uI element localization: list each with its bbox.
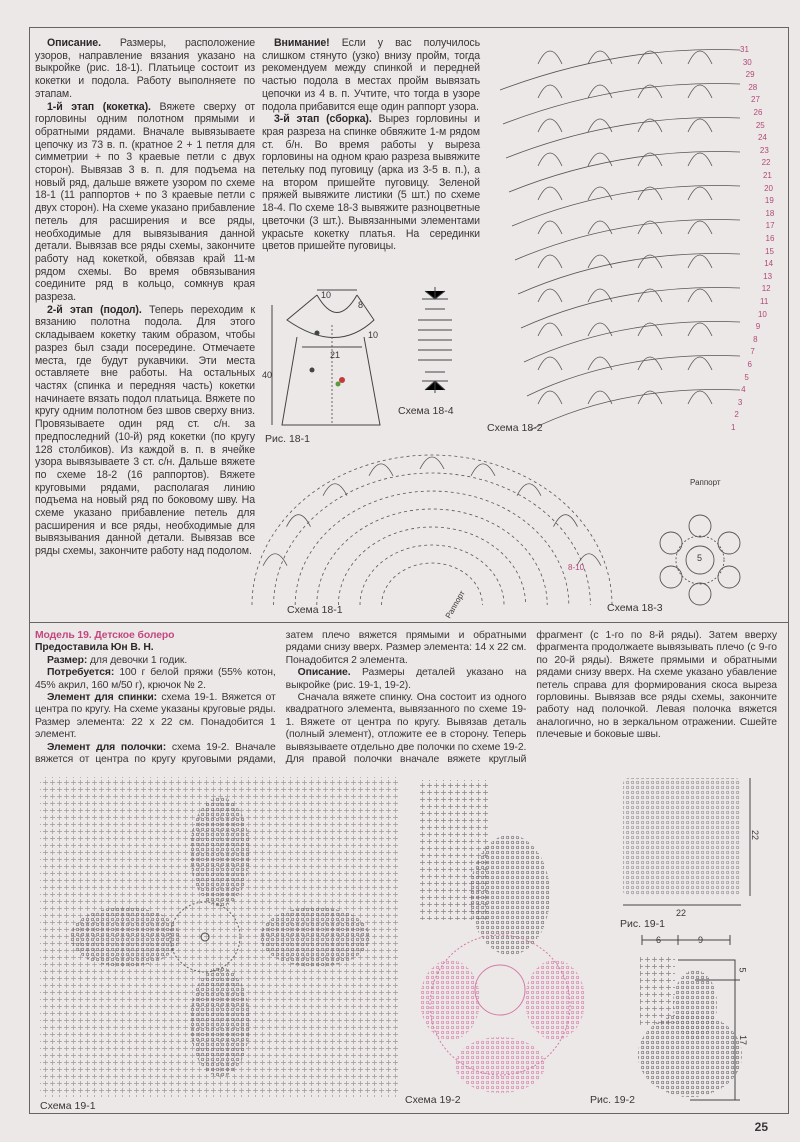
shell-motif bbox=[588, 255, 612, 268]
figure-19-2-pattern bbox=[630, 935, 765, 1105]
shell-motif bbox=[588, 119, 612, 132]
row-number: 26 bbox=[753, 108, 763, 117]
paragraph-lead: Описание. bbox=[297, 667, 351, 679]
shell-motif bbox=[538, 391, 562, 404]
schema-18-2-label: Схема 18-2 bbox=[487, 422, 543, 434]
shell-motif bbox=[538, 85, 562, 98]
shell-motif bbox=[688, 255, 712, 268]
row-number: 19 bbox=[764, 196, 774, 206]
pattern-row bbox=[338, 527, 525, 605]
pattern-row bbox=[274, 473, 591, 605]
dim-length: 40 bbox=[262, 370, 273, 380]
paragraph bbox=[35, 304, 255, 558]
paragraph-text: Вырез горловины и края разреза на спинке обвяжите 1-м рядом ст. б/н. Во время работы у выреза горловины на одном краю разреза вывяжите петельку под пуговицу (арка из 3-5 в. п.), а на втором пришейте пуговицу. Зеленой пряжей вывяжите листики (5 шт.) по схеме 18-4. По схеме 18-3 вывяжите разноцветные цветочки (3 шт.). Вывязанными элементами украсьте кокетку платья. На серединки цветов пришейте пуговицы. bbox=[262, 113, 480, 253]
flower-center-number: 5 bbox=[697, 553, 703, 563]
paragraph-text: 100 г белой пряжи (55% котон, 45% акрил, 160 м/50 г), крючок № 2. bbox=[35, 667, 276, 691]
row-number: 20 bbox=[764, 183, 773, 193]
schema-19-2-diagram bbox=[405, 775, 590, 1105]
paragraph-lead: 2-й этап (подол). bbox=[47, 303, 142, 316]
paragraph bbox=[35, 692, 276, 742]
row-number: 10 bbox=[757, 309, 767, 319]
paragraph bbox=[262, 113, 480, 253]
paragraph bbox=[35, 642, 276, 654]
paragraph-text: схема 19-2. Вначале вяжется от центра по кругу круговыми рядами, затем плечо вяжется прямыми и обратными рядами снизу вверх. Размер элемента: 14 x 22 см. Понадобится 2 элемента. bbox=[35, 630, 527, 766]
schema-18-1-rows: 8-10 bbox=[568, 563, 585, 572]
shell-motif bbox=[688, 391, 712, 404]
repeat-label-18-2: Раппорт bbox=[690, 478, 721, 487]
row-number: 27 bbox=[751, 95, 760, 105]
shell-motif bbox=[638, 187, 662, 200]
dim-19-2-left: 6 bbox=[656, 935, 662, 945]
shell-motif bbox=[688, 51, 712, 64]
schema-19-1-diagram bbox=[35, 772, 405, 1102]
row-number: 4 bbox=[741, 385, 746, 395]
figure-18-1-label: Рис. 18-1 bbox=[265, 433, 310, 445]
paragraph-text: Сначала вяжете спинку. Она состоит из одного квадратного элемента, вывязанного по схеме 19-1. Вяжете от центра по кругу. Вывязав деталь (полный элемент), отложите ее в сторону. Теперь вывязываете отдельно две полочки по схеме 19-2. Для правой полочки вначале вяжете круглый фрагмент (с 1-го по 8-й ряды). Затем вверху фрагмента продолжаете вывязывать плечо (с 9-го по 20-й ряды). Вяжете прямыми и обратными рядами снизу вверх. На схеме указано убавление петель справа для формирования скоса выреза горловины. Вывязав все ряды схемы, закончите работу над полочкой. Левая полочка вяжется аналогично, но в зеркальном отражении. Сшейте плечевые и боковые швы. bbox=[285, 630, 777, 766]
shell-motif bbox=[323, 484, 347, 496]
paragraph-text: Если у вас получилось слишком стянуто (узко) внизу пройм, тогда рекомендуем между спинкой и передней частью подола в местах пройм вывязать цепочки из 4 в. п. Учтите, что тогда в узоре подола прибавится еще один раппорт узора. bbox=[262, 37, 480, 113]
dim-shoulder: 8 bbox=[358, 300, 364, 310]
paragraph bbox=[35, 37, 255, 101]
paragraph-text: Размеры деталей указано на выкройке (рис. 19-1, 19-2). bbox=[285, 667, 527, 691]
schema-18-2-diagram bbox=[480, 30, 790, 430]
shell-motif bbox=[287, 515, 311, 527]
shell-motif bbox=[553, 515, 577, 527]
shell-motif bbox=[688, 187, 712, 200]
paragraph-text: схема 19-1. Вяжется от центра по кругу. На схеме указаны круговые ряды. Размер элемента: 22 x 22 см. Понадобится 1 элемент. bbox=[35, 692, 276, 741]
page-number: 25 bbox=[754, 1120, 768, 1134]
figure-18-1-pattern bbox=[262, 285, 392, 445]
figure-19-2-label: Рис. 19-2 bbox=[590, 1094, 635, 1106]
shell-motif bbox=[688, 323, 712, 336]
row-number: 31 bbox=[740, 45, 749, 54]
paragraph-lead: Описание. bbox=[47, 37, 101, 49]
shell-motif bbox=[263, 554, 287, 566]
row-number: 29 bbox=[745, 70, 755, 80]
shell-motif bbox=[538, 221, 562, 234]
shell-motif bbox=[420, 457, 444, 469]
row-number: 21 bbox=[762, 171, 772, 180]
row-number: 2 bbox=[734, 410, 739, 420]
row-number: 3 bbox=[737, 397, 743, 407]
row-number: 15 bbox=[765, 246, 774, 256]
row-number: 6 bbox=[747, 360, 752, 369]
shell-motif bbox=[638, 153, 662, 166]
shell-motif bbox=[688, 85, 712, 98]
row-number: 5 bbox=[744, 372, 749, 382]
shell-motif bbox=[538, 119, 562, 132]
repeat-label-18-1: Раппорт bbox=[443, 589, 467, 620]
paragraph-lead: 1-й этап (кокетка). bbox=[47, 100, 151, 113]
row-number: 16 bbox=[765, 234, 775, 243]
paragraph bbox=[35, 101, 255, 304]
paragraph-lead: Элемент для спинки: bbox=[47, 692, 158, 704]
row-number: 11 bbox=[759, 297, 769, 306]
shell-motif bbox=[688, 119, 712, 132]
schema-18-1-label: Схема 18-1 bbox=[287, 604, 343, 616]
row-number: 28 bbox=[748, 82, 758, 92]
dim-armhole: 10 bbox=[368, 330, 379, 340]
schema-18-1-diagram bbox=[250, 430, 615, 620]
shell-motif bbox=[517, 484, 541, 496]
shell-motif bbox=[538, 255, 562, 268]
pattern-row bbox=[382, 563, 483, 605]
schema-19-1-label: Схема 19-1 bbox=[40, 1100, 96, 1112]
shell-motif bbox=[588, 51, 612, 64]
shell-motif bbox=[588, 357, 612, 370]
pattern-row bbox=[252, 455, 612, 605]
dim-19-1-height: 22 bbox=[750, 829, 761, 841]
shell-motif bbox=[538, 289, 562, 302]
schema-18-4-diagram bbox=[410, 285, 460, 400]
pattern-row bbox=[317, 509, 547, 605]
dim-19-2-right: 9 bbox=[698, 935, 704, 945]
paragraph bbox=[35, 655, 276, 667]
row-number: 22 bbox=[761, 158, 771, 168]
shell-motif bbox=[538, 187, 562, 200]
dim-width: 21 bbox=[330, 350, 341, 360]
model19-text bbox=[35, 630, 777, 770]
model18-left-column bbox=[35, 37, 255, 558]
shell-motif bbox=[688, 289, 712, 302]
paragraph-lead: 3-й этап (сборка). bbox=[274, 113, 372, 126]
schema-19-2-label: Схема 19-2 bbox=[405, 1094, 461, 1106]
dim-19-1-width: 22 bbox=[676, 908, 687, 918]
dim-19-2-height: 17 bbox=[738, 1034, 749, 1046]
paragraph bbox=[286, 667, 527, 692]
row-number: 12 bbox=[761, 284, 771, 294]
row-number: 9 bbox=[755, 322, 761, 332]
dim-19-2-top: 5 bbox=[737, 967, 748, 973]
shell-motif bbox=[588, 85, 612, 98]
row-number: 25 bbox=[755, 120, 765, 130]
shell-motif bbox=[538, 153, 562, 166]
paragraph bbox=[262, 37, 480, 113]
paragraph-lead: Потребуется: bbox=[47, 667, 115, 679]
pattern-row bbox=[530, 390, 743, 431]
shell-motif bbox=[538, 323, 562, 336]
shell-motif bbox=[588, 323, 612, 336]
shell-motif bbox=[538, 51, 562, 64]
paragraph-lead: Размер: bbox=[47, 654, 88, 666]
figure-19-1-label: Рис. 19-1 bbox=[620, 918, 665, 930]
shell-motif bbox=[588, 289, 612, 302]
paragraph-lead: Внимание! bbox=[274, 37, 330, 49]
paragraph-text: для девочки 1 годик. bbox=[87, 654, 188, 666]
pattern-row bbox=[295, 491, 569, 605]
row-number: 14 bbox=[764, 259, 774, 269]
paragraph bbox=[35, 667, 276, 692]
section-divider bbox=[29, 622, 789, 623]
paragraph-lead: Элемент для полочки: bbox=[47, 741, 167, 753]
row-number: 13 bbox=[763, 271, 773, 281]
shell-motif bbox=[538, 357, 562, 370]
paragraph-text: Теперь переходим к вязанию полотна подола. Для этого складываем кокетку таким образом, чтобы разрез был сзади посередине. Отмечаете места, где будут рукавчики. Эти места оставляете вне работы. На остальных частях (спинка и передняя часть) кокетки начинаете вязать подол платьица. Вяжете по кругу одним полотном без швов сверху вниз. Провязываете один ряд ст. с/н. за предпоследний (10-й) ряд кокетки (по кругу 128 столбиков). Из каждой в. п. в ячейке узора вывязываете 3 ст. с/н. Дальше вяжете по схеме 18-2 (16 раппортов). Вяжете круговыми рядами, располагая линию подъема на новый ряд по боковому шву. На схеме указано прибавление петель для расширения и все ряды, необходимые для вывязывания данной детали. Вывязав все ряды схемы, закончите работу над подолом. bbox=[35, 303, 255, 558]
row-number: 7 bbox=[750, 347, 755, 357]
row-number: 17 bbox=[765, 221, 775, 231]
shell-motif bbox=[688, 153, 712, 166]
pattern-row bbox=[360, 545, 504, 605]
row-number: 1 bbox=[731, 423, 736, 432]
row-number: 24 bbox=[757, 133, 767, 143]
paragraph-text: Размеры, расположение узоров, направление вязания указано на выкройке (рис. 18-1). Платьице состоит из кокетки и подола. Работу выполняете по этапам. bbox=[35, 37, 255, 100]
dim-neck: 10 bbox=[321, 290, 332, 300]
row-number: 18 bbox=[765, 208, 775, 218]
shell-motif bbox=[369, 464, 393, 476]
row-number: 23 bbox=[759, 145, 769, 155]
model19-title: Модель 19. Детское болеро bbox=[35, 630, 175, 641]
paragraph-text: Вяжете сверху от горловины одним полотном прямыми и обратными рядами. Вначале вывязываете цепочку из 73 в. п. (кратное 2 + 1 петля для симметрии + по 3 краевые петли с двух сторон). Вывязав 3 в. п. для подъема на новый ряд, дальше вяжете узором по схеме 18-1 (11 раппортов + по 3 краевые петли с двух сторон). На схеме указано прибавление петель для расширения и все ряды, необходимые для вывязывания данной детали. Вывязав все ряды схемы, закончите работу над кокеткой, обвязав край 11-м рядом схемы. Во время обвязывания соедините ряд в кольцо, сомкнув края разреза. bbox=[35, 100, 256, 304]
shell-motif bbox=[588, 391, 612, 404]
schema-18-3-label: Схема 18-3 bbox=[607, 602, 663, 614]
paragraph-lead: Предоставила Юн В. Н. bbox=[35, 642, 154, 654]
model18-middle-column bbox=[262, 37, 480, 253]
shell-motif bbox=[688, 221, 712, 234]
schema-18-4-label: Схема 18-4 bbox=[398, 405, 454, 417]
row-number: 8 bbox=[753, 334, 758, 344]
figure-19-1-pattern bbox=[620, 775, 760, 920]
shell-motif bbox=[471, 464, 495, 476]
row-number: 30 bbox=[742, 57, 752, 67]
shell-motif bbox=[638, 119, 662, 132]
shell-motif bbox=[688, 357, 712, 370]
